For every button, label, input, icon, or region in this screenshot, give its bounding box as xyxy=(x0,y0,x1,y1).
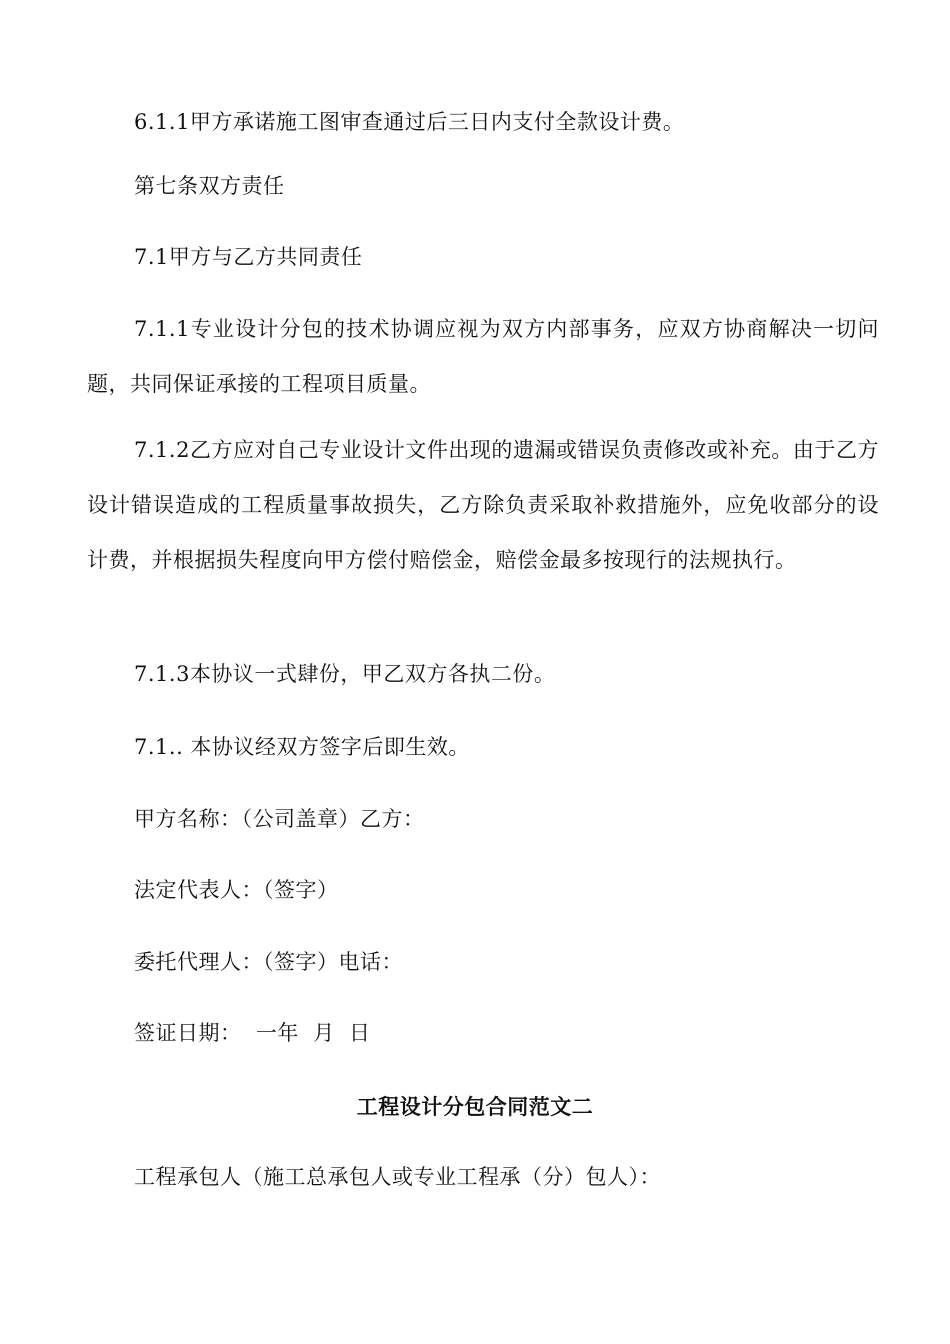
clause-6-1-1: 6.1.1甲方承诺施工图审查通过后三日内支付全款设计费。 xyxy=(134,110,685,134)
party-a-name-line: 甲方名称：（公司盖章）乙方： xyxy=(134,807,425,831)
contractor-line: 工程承包人（施工总承包人或专业工程承（分）包人）： xyxy=(134,1165,661,1189)
legal-representative-line: 法定代表人：（签字） xyxy=(134,878,339,902)
clause-7-1-3: 7.1.3本协议一式肆份，甲乙双方各执二份。 xyxy=(134,662,556,686)
section-7-1-heading: 7.1甲方与乙方共同责任 xyxy=(134,245,363,269)
contract-sample-2-title: 工程设计分包合同范文二 xyxy=(356,1095,594,1119)
authorized-agent-line: 委托代理人：（签字）电话： xyxy=(134,950,403,974)
clause-7-1-4: 7.1.. 本协议经双方签字后即生效。 xyxy=(134,735,470,759)
article-7-heading: 第七条双方责任 xyxy=(134,174,285,198)
clause-7-1-2: 7.1.2乙方应对自己专业设计文件出现的遗漏或错误负责修改或补充。由于乙方设计错误造成的工程质量事故损失，乙方除负责采取补救措施外，应免收部分的设计费，并根据损失程度向甲方偿付赔偿金，赔偿金最多按现行的法规执行。 xyxy=(87,438,879,572)
signing-date-line: 签证日期： 一年 月 日 xyxy=(134,1021,371,1045)
clause-7-1-1: 7.1.1专业设计分包的技术协调应视为双方内部事务，应双方协商解决一切问题，共同保证承接的工程项目质量。 xyxy=(87,317,879,396)
